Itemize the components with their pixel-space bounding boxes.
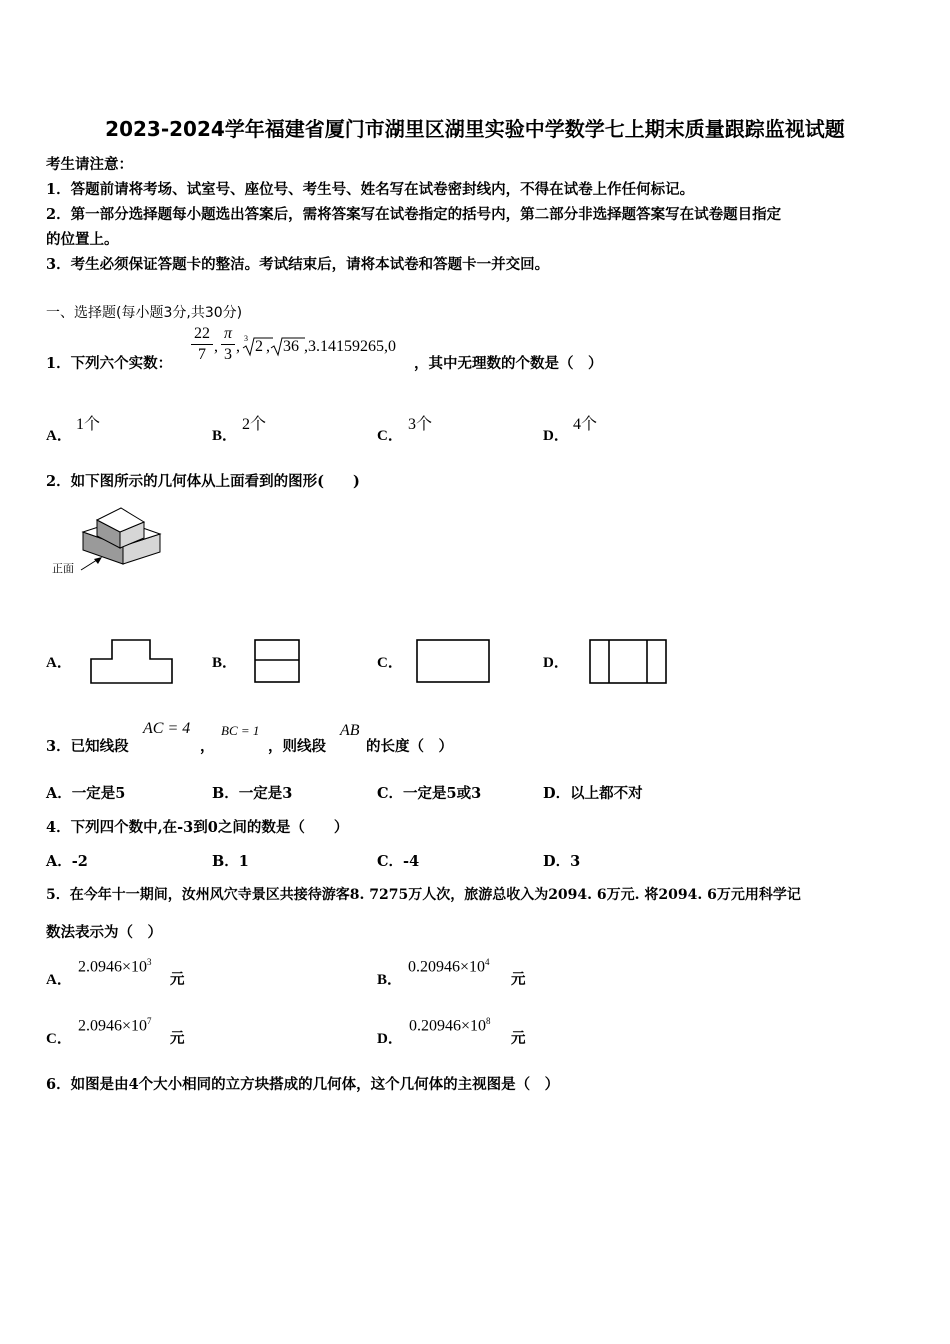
notice-item: 2．第一部分选择题每小题选出答案后，需将答案写在试卷指定的括号内，第二部分非选择题答案写在试卷题目指定: [46, 206, 782, 223]
option-text: -2: [71, 853, 88, 870]
notice-item: 3．考生必须保证答题卡的整洁。考试结束后，请将本试卷和答题卡一并交回。: [46, 256, 550, 273]
comma: ,: [236, 338, 240, 355]
sci-exponent: 7: [147, 1016, 152, 1026]
option-label: C．: [377, 853, 404, 870]
option-c-value: [78, 1016, 152, 1035]
option-d-figure: [589, 639, 669, 685]
q4-stem: 4．下列四个数中,在-3到0之间的数是（ ）: [46, 819, 349, 836]
root-index: 3: [244, 334, 248, 343]
comma: ,: [214, 338, 218, 355]
option-a-label: A．: [46, 428, 72, 444]
option-text: 一定是5: [71, 785, 126, 802]
q3-suffix: 的长度（ ）: [366, 738, 453, 755]
sci-base: 2.0946×10: [78, 958, 148, 976]
sci-base: 0.20946×10: [408, 958, 486, 976]
arrow-icon: [80, 555, 105, 573]
option-c-label: C．: [377, 655, 403, 671]
math-ac: AC = 4: [143, 720, 191, 737]
q3-prefix: 3．已知线段: [46, 738, 129, 755]
unit: 元: [170, 1030, 185, 1047]
option-d-label: D．: [543, 655, 569, 671]
option-b-figure: [254, 639, 302, 685]
option-label: D．: [543, 853, 571, 870]
fraction-denominator: 7: [198, 346, 206, 363]
option-d-label: D．: [377, 1031, 403, 1047]
option-a-label: A．: [46, 972, 72, 988]
option-b-value: [408, 957, 490, 976]
option-a-label: A．: [46, 655, 72, 671]
sci-exponent: 3: [147, 957, 152, 967]
q2-stem: 2．如下图所示的几何体从上面看到的图形( ): [46, 473, 360, 490]
notice-item: 1．答题前请将考场、试室号、座位号、考生号、姓名写在试卷密封线内，不得在试卷上作任何标记。: [46, 181, 695, 198]
notice-item: 的位置上。: [46, 231, 119, 248]
sci-base: 2.0946×10: [78, 1017, 148, 1035]
q5-stem-line2: 数法表示为（ ）: [46, 924, 162, 941]
option-text: 1: [238, 853, 249, 870]
comma: ,: [266, 338, 270, 355]
q5-stem-line1: 5．在今年十一期间，汝州风穴寺景区共接待游客8. 7275万人次，旅游总收入为2094. 6万元. 将2094. 6万元用科学记: [46, 887, 801, 903]
option-a: [46, 850, 88, 871]
unit: 元: [511, 1030, 526, 1047]
q1-prefix: 1．下列六个实数：: [46, 355, 173, 372]
option-b: [212, 782, 292, 803]
q3-mid: ，则线段: [268, 738, 326, 755]
unit: 元: [170, 971, 185, 988]
radicand: 2: [255, 338, 263, 355]
q6-stem: 6．如图是由4个大小相同的立方块搭成的几何体，这个几何体的主视图是（ ）: [46, 1076, 560, 1093]
option-label: A．: [46, 853, 72, 870]
option-c-label: C．: [377, 428, 403, 444]
radicand: 36: [283, 338, 299, 355]
option-d-value: [409, 1016, 491, 1035]
option-d: [543, 782, 643, 803]
fraction-denominator: 3: [224, 346, 232, 363]
option-a-text: 1个: [76, 416, 101, 433]
option-text: 一定是5或3: [403, 785, 482, 802]
option-d-text: 4个: [573, 416, 598, 433]
option-label: C．: [377, 785, 404, 802]
front-label: 正面: [52, 562, 74, 575]
number-list: ,3.14159265,0: [304, 338, 396, 355]
option-b-text: 2个: [242, 416, 267, 433]
option-a-figure: [90, 639, 174, 685]
option-c: [377, 782, 481, 803]
option-label: D．: [543, 785, 571, 802]
fraction-bar: [221, 344, 235, 345]
sci-exponent: 8: [486, 1016, 491, 1026]
option-c-label: C．: [46, 1031, 72, 1047]
option-b-label: B．: [212, 428, 238, 444]
option-c-text: 3个: [408, 416, 433, 433]
math-bc: BC = 1: [221, 723, 260, 738]
math-ab: AB: [340, 722, 360, 739]
q1-suffix: ，其中无理数的个数是（ ）: [414, 355, 603, 372]
fraction-bar: [191, 344, 213, 345]
sci-exponent: 4: [485, 957, 490, 967]
fraction-numerator: π: [223, 325, 232, 342]
fraction-pi-3: [221, 325, 235, 364]
option-a-value: [78, 957, 152, 976]
section-heading: 一、选择题(每小题3分,共30分): [46, 305, 243, 321]
fraction-22-7: [191, 325, 213, 364]
option-b-label: B．: [212, 655, 238, 671]
option-text: 一定是3: [238, 785, 293, 802]
separator: ，: [200, 738, 215, 755]
option-c: [377, 850, 419, 871]
fraction-numerator: 22: [194, 325, 210, 342]
option-c-figure: [416, 639, 492, 685]
option-text: -4: [403, 853, 420, 870]
option-label: A．: [46, 785, 72, 802]
page-title: 2023-2024学年福建省厦门市湖里区湖里实验中学数学七上期末质量跟踪监视试题: [105, 117, 845, 141]
option-text: 以上都不对: [570, 785, 643, 802]
option-text: 3: [570, 853, 581, 870]
option-label: B．: [212, 785, 239, 802]
sci-base: 0.20946×10: [409, 1017, 487, 1035]
option-d-label: D．: [543, 428, 569, 444]
unit: 元: [511, 971, 526, 988]
option-b-label: B．: [377, 972, 403, 988]
notice-heading: 考生请注意：: [46, 156, 133, 173]
option-label: B．: [212, 853, 239, 870]
option-b: [212, 850, 249, 871]
option-d: [543, 850, 580, 871]
option-a: [46, 782, 125, 803]
